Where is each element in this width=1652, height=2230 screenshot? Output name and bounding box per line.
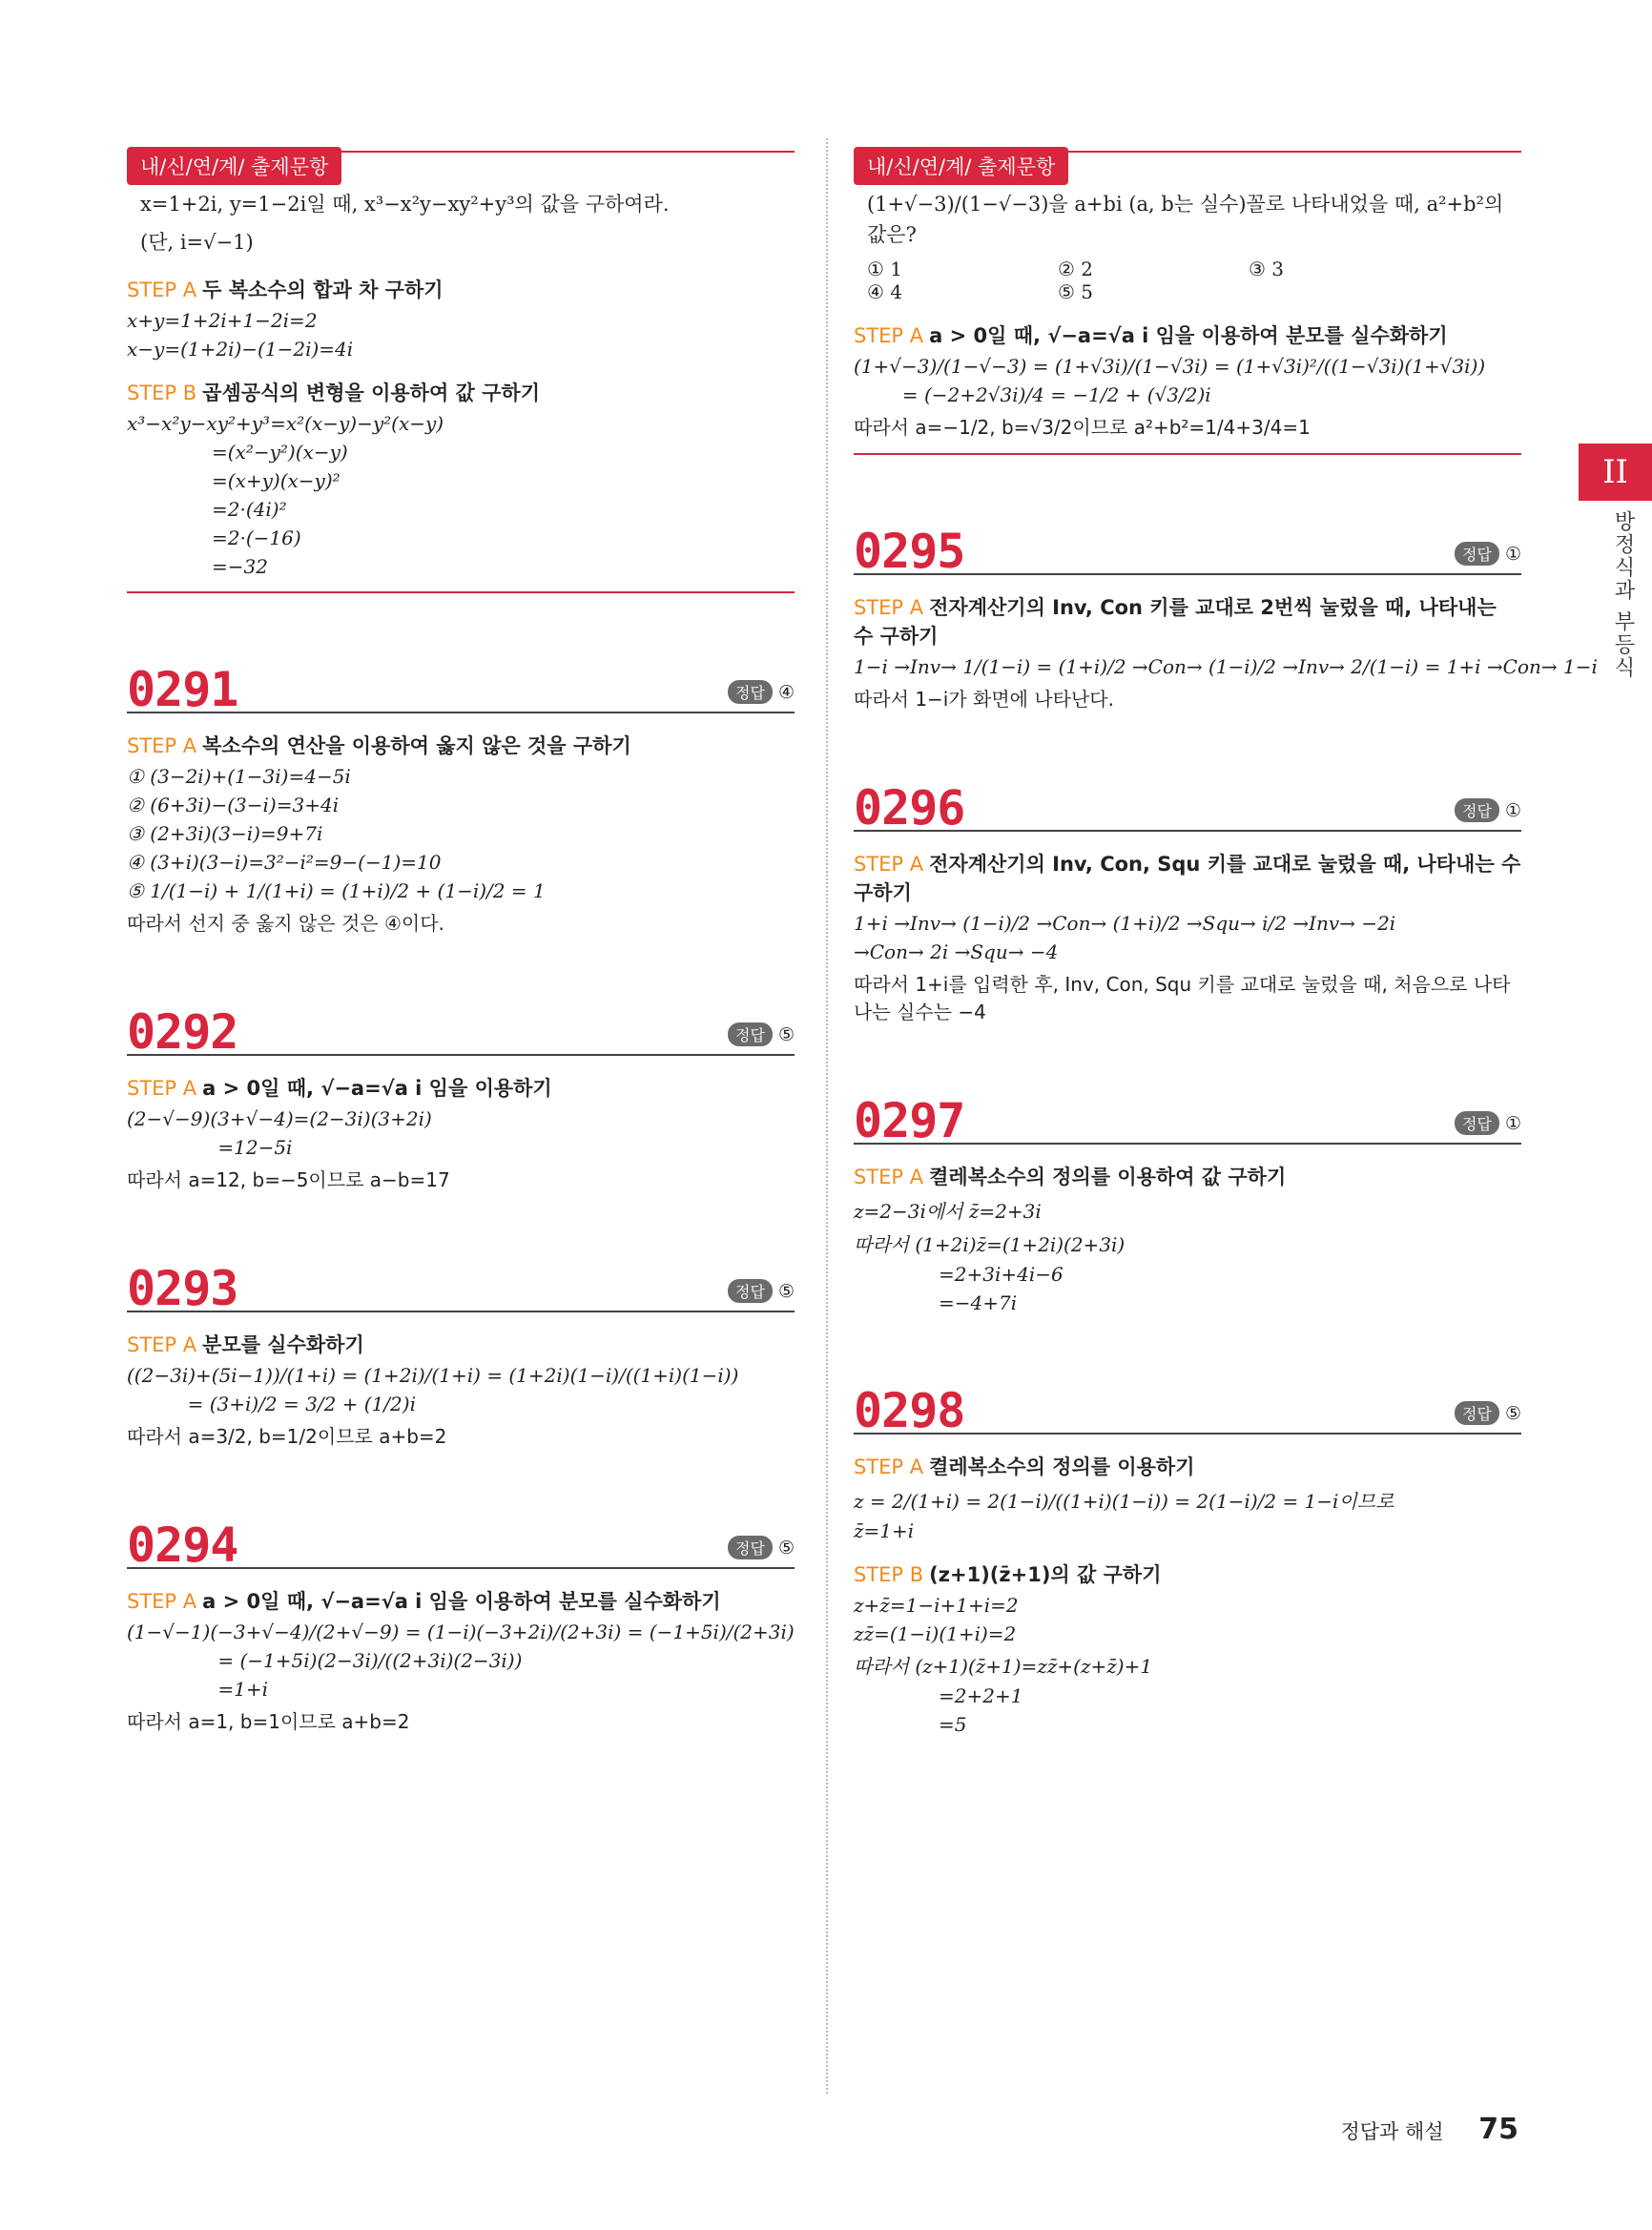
question-number: 0294 <box>127 1518 238 1573</box>
question-0297 <box>854 1082 1521 1314</box>
math-line: =−32 <box>127 555 268 578</box>
math-line: = (3+i)/2 = 3/2 + (1/2)i <box>127 1393 416 1415</box>
conclusion: 따라서 1−i가 화면에 나타난다. <box>854 688 1114 711</box>
math-line: (2−√−9)(3+√−4)=(2−3i)(3+2i) <box>127 1107 432 1130</box>
conclusion: 따라서 a=3/2, b=1/2이므로 a+b=2 <box>127 1425 447 1448</box>
question-0296 <box>854 769 1521 1024</box>
choices <box>867 258 1521 303</box>
problem-line: x=1+2i, y=1−2i일 때, x³−x²y−xy²+y³의 값을 구하여라. <box>140 193 670 216</box>
math-line: x−y=(1+2i)−(1−2i)=4i <box>127 338 354 361</box>
answer-badge: 정답 ⑤ <box>728 1536 795 1559</box>
step-heading: STEP A 전자계산기의 Inv, Con, Squ 키를 교대로 눌렀을 때, 나타내는 수 구하기 <box>854 853 1521 904</box>
math-line: =5 <box>854 1713 967 1736</box>
step-heading: STEP A 두 복소수의 합과 차 구하기 <box>127 279 444 301</box>
math-line: z=2−3i에서 z̄=2+3i <box>854 1200 1042 1223</box>
conclusion: 따라서 a=1, b=1이므로 a+b=2 <box>127 1710 410 1733</box>
math-line: 따라서 (1+2i)z̄=(1+2i)(2+3i) <box>854 1233 1125 1256</box>
conclusion: 따라서 1+i를 입력한 후, Inv, Con, Squ 키를 교대로 눌렀을 때, 처음으로 나타나는 실수는 −4 <box>854 973 1511 1023</box>
math-line: z̄=1+i <box>854 1519 915 1542</box>
right-column <box>854 143 1598 1742</box>
math-line: x³−x²y−xy²+y³=x²(x−y)−y²(x−y) <box>127 412 444 435</box>
question-number: 0291 <box>127 662 238 717</box>
math-line: (1−√−1)(−3+√−4)/(2+√−9) = (1−i)(−3+2i)/(2+3i) = (−1+5i)/(2+3i) <box>127 1621 795 1643</box>
answer-badge: 정답 ④ <box>728 680 795 704</box>
step-heading: STEP B 곱셈공식의 변형을 이용하여 값 구하기 <box>127 382 540 404</box>
choice: ① 1 <box>867 258 903 280</box>
question-0293 <box>127 1249 795 1449</box>
math-line: =12−5i <box>127 1136 293 1159</box>
chapter-title: 방정식과 부등식 <box>1611 510 1635 679</box>
question-0291 <box>127 650 795 936</box>
math-line: ① (3−2i)+(1−3i)=4−5i <box>127 765 351 788</box>
problem-line: (1+√−3)/(1−√−3)을 a+bi (a, b는 실수)꼴로 나타내었을 때, a²+b²의 값은? <box>867 193 1504 246</box>
step-heading: STEP A 켤레복소수의 정의를 이용하여 값 구하기 <box>854 1166 1287 1188</box>
step-heading: STEP A 켤레복소수의 정의를 이용하기 <box>854 1456 1195 1478</box>
answer-badge: 정답 ① <box>1455 542 1521 566</box>
math-line: zz̄=(1−i)(1+i)=2 <box>854 1622 1017 1645</box>
math-line: →Con→ 2i →Squ→ −4 <box>854 940 1059 963</box>
intro-problem-left <box>127 143 795 593</box>
conclusion: 따라서 선지 중 옳지 않은 것은 ④이다. <box>127 912 444 935</box>
math-line: =1+i <box>127 1678 268 1701</box>
question-0298 <box>854 1372 1521 1736</box>
question-number: 0292 <box>127 1004 238 1060</box>
answer-badge: 정답 ① <box>1455 1111 1521 1135</box>
answer-badge: 정답 ⑤ <box>1455 1401 1521 1425</box>
math-line: ③ (2+3i)(3−i)=9+7i <box>127 822 323 845</box>
math-line: ② (6+3i)−(3−i)=3+4i <box>127 794 340 816</box>
math-line: 1+i →Inv→ (1−i)/2 →Con→ (1+i)/2 →Squ→ i/2 →Inv→ −2i <box>854 912 1396 935</box>
math-line: 따라서 (z+1)(z̄+1)=zz̄+(z+z̄)+1 <box>854 1655 1153 1678</box>
chapter-tab: II <box>1579 444 1652 501</box>
question-number: 0298 <box>854 1383 965 1438</box>
step-heading: STEP A a > 0일 때, √−a=√a i 임을 이용하여 분모를 실수화하기 <box>854 324 1448 347</box>
question-number: 0295 <box>854 524 965 579</box>
answer-badge: 정답 ① <box>1455 798 1521 822</box>
intro-problem-right <box>854 143 1521 455</box>
question-0295 <box>854 512 1598 712</box>
step-heading: STEP A 전자계산기의 Inv, Con 키를 교대로 2번씩 눌렀을 때, 나타내는 수 구하기 <box>854 596 1497 648</box>
step-heading: STEP B (z+1)(z̄+1)의 값 구하기 <box>854 1563 1162 1586</box>
math-line: (1+√−3)/(1−√−3) = (1+√3i)/(1−√3i) = (1+√3i)²/((1−√3i)(1+√3i)) <box>854 355 1486 378</box>
footer-label: 정답과 해설 <box>1340 2120 1444 2143</box>
question-number: 0297 <box>854 1093 965 1148</box>
math-line: =2·(−16) <box>127 527 301 549</box>
tag-label: 내/신/연/계/ 출제문항 <box>127 147 341 185</box>
step-heading: STEP A a > 0일 때, √−a=√a i 임을 이용하기 <box>127 1077 552 1100</box>
choice: ② 2 <box>1058 258 1094 280</box>
question-number: 0293 <box>127 1261 238 1316</box>
section-tag <box>127 143 795 181</box>
problem-line: (단, i=√−1) <box>140 231 254 254</box>
conclusion: 따라서 a=12, b=−5이므로 a−b=17 <box>127 1168 450 1191</box>
question-0294 <box>127 1506 795 1734</box>
math-line: =(x+y)(x−y)² <box>127 469 341 492</box>
choice: ⑤ 5 <box>1058 280 1094 303</box>
math-line: = (−1+5i)(2−3i)/((2+3i)(2−3i)) <box>127 1649 523 1672</box>
choice: ③ 3 <box>1249 258 1285 280</box>
math-line: ④ (3+i)(3−i)=3²−i²=9−(−1)=10 <box>127 851 442 874</box>
answer-badge: 정답 ⑤ <box>728 1279 795 1303</box>
answer-badge: 정답 ⑤ <box>728 1022 795 1046</box>
step-heading: STEP A 분모를 실수화하기 <box>127 1333 364 1356</box>
question-0292 <box>127 993 795 1192</box>
math-line: =(x²−y²)(x−y) <box>127 441 348 464</box>
math-line: 1−i →Inv→ 1/(1−i) = (1+i)/2 →Con→ (1−i)/2 →Inv→ 2/(1−i) = 1+i →Con→ 1−i <box>854 655 1598 678</box>
math-line: ⑤ 1/(1−i) + 1/(1+i) = (1+i)/2 + (1−i)/2 = 1 <box>127 879 546 902</box>
column-divider <box>826 138 828 2094</box>
section-tag <box>854 143 1521 181</box>
page-number: 75 <box>1478 2113 1518 2146</box>
math-line: =2·(4i)² <box>127 498 287 521</box>
math-line: = (−2+2√3i)/4 = −1/2 + (√3/2)i <box>854 383 1211 406</box>
tag-label: 내/신/연/계/ 출제문항 <box>854 147 1068 185</box>
page-footer <box>1340 2113 1518 2146</box>
conclusion: 따라서 a=−1/2, b=√3/2이므로 a²+b²=1/4+3/4=1 <box>854 416 1311 439</box>
question-number: 0296 <box>854 780 965 836</box>
step-heading: STEP A 복소수의 연산을 이용하여 옳지 않은 것을 구하기 <box>127 734 631 757</box>
math-line: =2+3i+4i−6 <box>854 1263 1063 1286</box>
math-line: =−4+7i <box>854 1291 1018 1314</box>
choice: ④ 4 <box>867 280 903 303</box>
step-heading: STEP A a > 0일 때, √−a=√a i 임을 이용하여 분모를 실수화하기 <box>127 1590 721 1613</box>
math-line: ((2−3i)+(5i−1))/(1+i) = (1+2i)/(1+i) = (1+2i)(1−i)/((1+i)(1−i)) <box>127 1364 739 1387</box>
math-line: =2+2+1 <box>854 1684 1023 1707</box>
math-line: z+z̄=1−i+1+i=2 <box>854 1594 1019 1617</box>
math-line: z = 2/(1+i) = 2(1−i)/((1+i)(1−i)) = 2(1−i)/2 = 1−i이므로 <box>854 1490 1394 1513</box>
math-line: x+y=1+2i+1−2i=2 <box>127 309 318 332</box>
left-column <box>127 143 795 1740</box>
